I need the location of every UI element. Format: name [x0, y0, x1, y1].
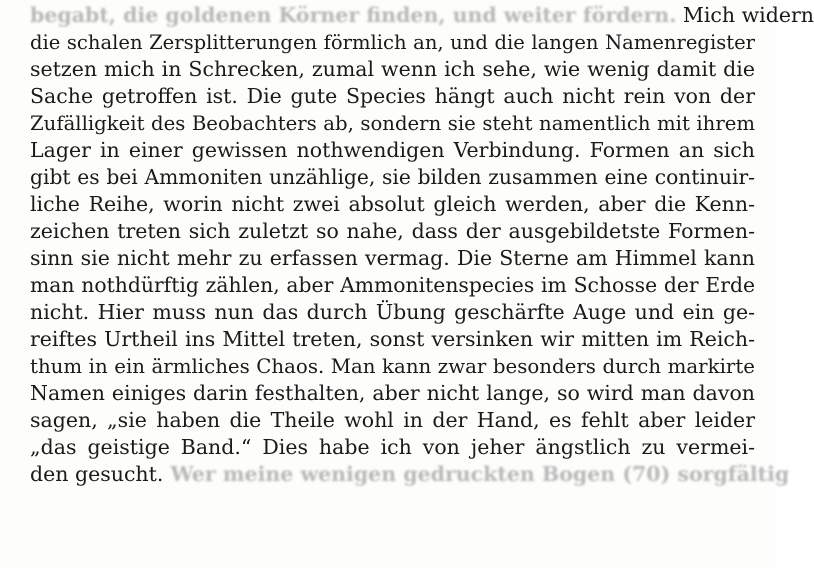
text-line-9 [30, 218, 755, 245]
text-line-14 [30, 353, 755, 380]
text-line-7 [30, 164, 755, 191]
line-text: liche Reihe, worin nicht zwei absolut gleich werden, aber die Kenn- [30, 192, 755, 216]
text-line-10 [30, 245, 755, 272]
line-text: sinn sie nicht mehr zu erfassen vermag. Die Sterne am Himmel kann [30, 246, 755, 270]
text-line-17 [30, 434, 755, 461]
line-text: thum in ein ärmliches Chaos. Man kann zwar besonders durch markirte [30, 355, 755, 378]
text-line-11 [30, 272, 755, 299]
line-text: Lager in einer gewissen nothwendigen Verbindung. Formen an sich [30, 138, 755, 162]
text-line-18 [30, 461, 790, 488]
faded-text-fragment: Wer meine wenigen gedruckten Bogen (70) sorgfältig [163, 462, 790, 486]
text-line-16 [30, 407, 755, 434]
text-line-4 [30, 83, 755, 110]
text-line-15 [30, 380, 755, 407]
line-text: setzen mich in Schrecken, zumal wenn ich sehe, wie wenig damit die [30, 57, 755, 81]
text-line-1 [30, 2, 814, 29]
line-text: gibt es bei Ammoniten unzählige, sie bilden zusammen eine continuir- [30, 165, 755, 189]
line-text: Zufälligkeit des Beobachters ab, sondern sie steht namentlich mit ihrem [30, 112, 755, 135]
line-text: man nothdürftig zählen, aber Ammonitenspecies im Schosse der Erde [30, 273, 755, 297]
line-text: den gesucht. [30, 462, 164, 486]
faded-text-fragment: begabt, die goldenen Körner finden, und weiter fördern. [30, 3, 677, 27]
text-line-13 [30, 326, 755, 353]
line-text: Mich widern [676, 3, 814, 27]
line-text: die schalen Zersplitterungen förmlich an, und die langen Namenregister [30, 31, 755, 54]
text-line-12 [30, 299, 755, 326]
line-text: nicht. Hier muss nun das durch Übung geschärfte Auge und ein ge- [30, 300, 755, 324]
text-line-3 [30, 56, 755, 83]
text-line-8 [30, 191, 755, 218]
text-line-6 [30, 137, 755, 164]
line-text: zeichen treten sich zuletzt so nahe, dass der ausgebildetste Formen- [30, 219, 755, 243]
text-line-2 [30, 29, 755, 56]
body-paragraph [30, 2, 814, 488]
line-text: Sache getroffen ist. Die gute Species hängt auch nicht rein von der [30, 84, 755, 108]
line-text: sagen, „sie haben die Theile wohl in der Hand, es fehlt aber leider [30, 408, 755, 432]
line-text: Namen einiges darin festhalten, aber nicht lange, so wird man davon [30, 381, 755, 405]
line-text: „das geistige Band.“ Dies habe ich von jeher ängstlich zu vermei- [30, 435, 755, 459]
text-line-5 [30, 110, 755, 137]
line-text: reiftes Urtheil ins Mittel treten, sonst versinken wir mitten im Reich- [30, 327, 755, 351]
